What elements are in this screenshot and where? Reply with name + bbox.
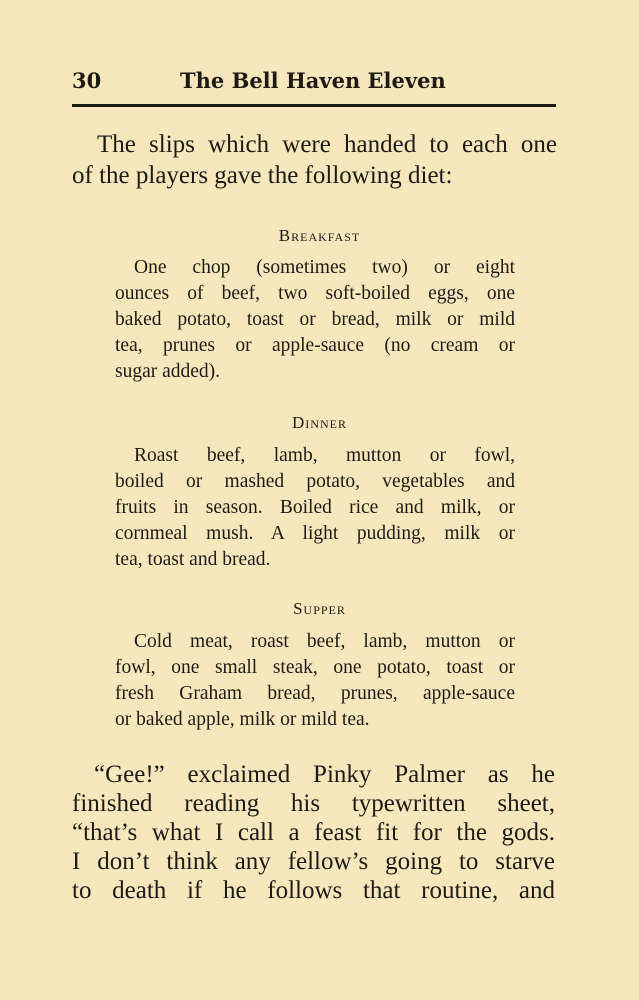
page-number: 30 — [72, 68, 102, 93]
closing-line: finished reading his typewritten sheet, — [72, 790, 555, 817]
intro-line: of the players gave the following diet: — [72, 162, 453, 189]
breakfast-heading: Breakfast — [278, 226, 361, 245]
breakfast-line: baked potato, toast or bread, milk or mild — [115, 309, 515, 330]
breakfast-line: One chop (sometimes two) or eight — [134, 257, 515, 278]
dinner-line: Roast beef, lamb, mutton or fowl, — [134, 445, 515, 466]
supper-line: Cold meat, roast beef, lamb, mutton or — [134, 631, 515, 652]
dinner-line: cornmeal mush. A light pudding, milk or — [115, 523, 515, 544]
dinner-heading: Dinner — [292, 413, 347, 432]
supper-line: or baked apple, milk or mild tea. — [115, 709, 370, 730]
running-head: The Bell Haven Eleven — [180, 68, 446, 93]
dinner-line: boiled or mashed potato, vegetables and — [115, 471, 515, 492]
closing-line: to death if he follows that routine, and — [72, 877, 555, 904]
closing-line: “Gee!” exclaimed Pinky Palmer as he — [94, 761, 555, 788]
supper-heading: Supper — [293, 599, 346, 618]
closing-line: I don’t think any fellow’s going to starve — [72, 848, 555, 875]
supper-line: fresh Graham bread, prunes, apple-sauce — [115, 683, 515, 704]
breakfast-line: tea, prunes or apple-sauce (no cream or — [115, 335, 515, 356]
dinner-line: fruits in season. Boiled rice and milk, or — [115, 497, 515, 518]
supper-line: fowl, one small steak, one potato, toast or — [115, 657, 515, 678]
closing-line: “that’s what I call a feast fit for the gods. — [72, 819, 555, 846]
intro-line: The slips which were handed to each one — [97, 131, 557, 158]
header-rule — [72, 104, 556, 107]
breakfast-line: sugar added). — [115, 361, 221, 382]
breakfast-line: ounces of beef, two soft-boiled eggs, one — [115, 283, 515, 304]
dinner-line: tea, toast and bread. — [115, 549, 271, 570]
